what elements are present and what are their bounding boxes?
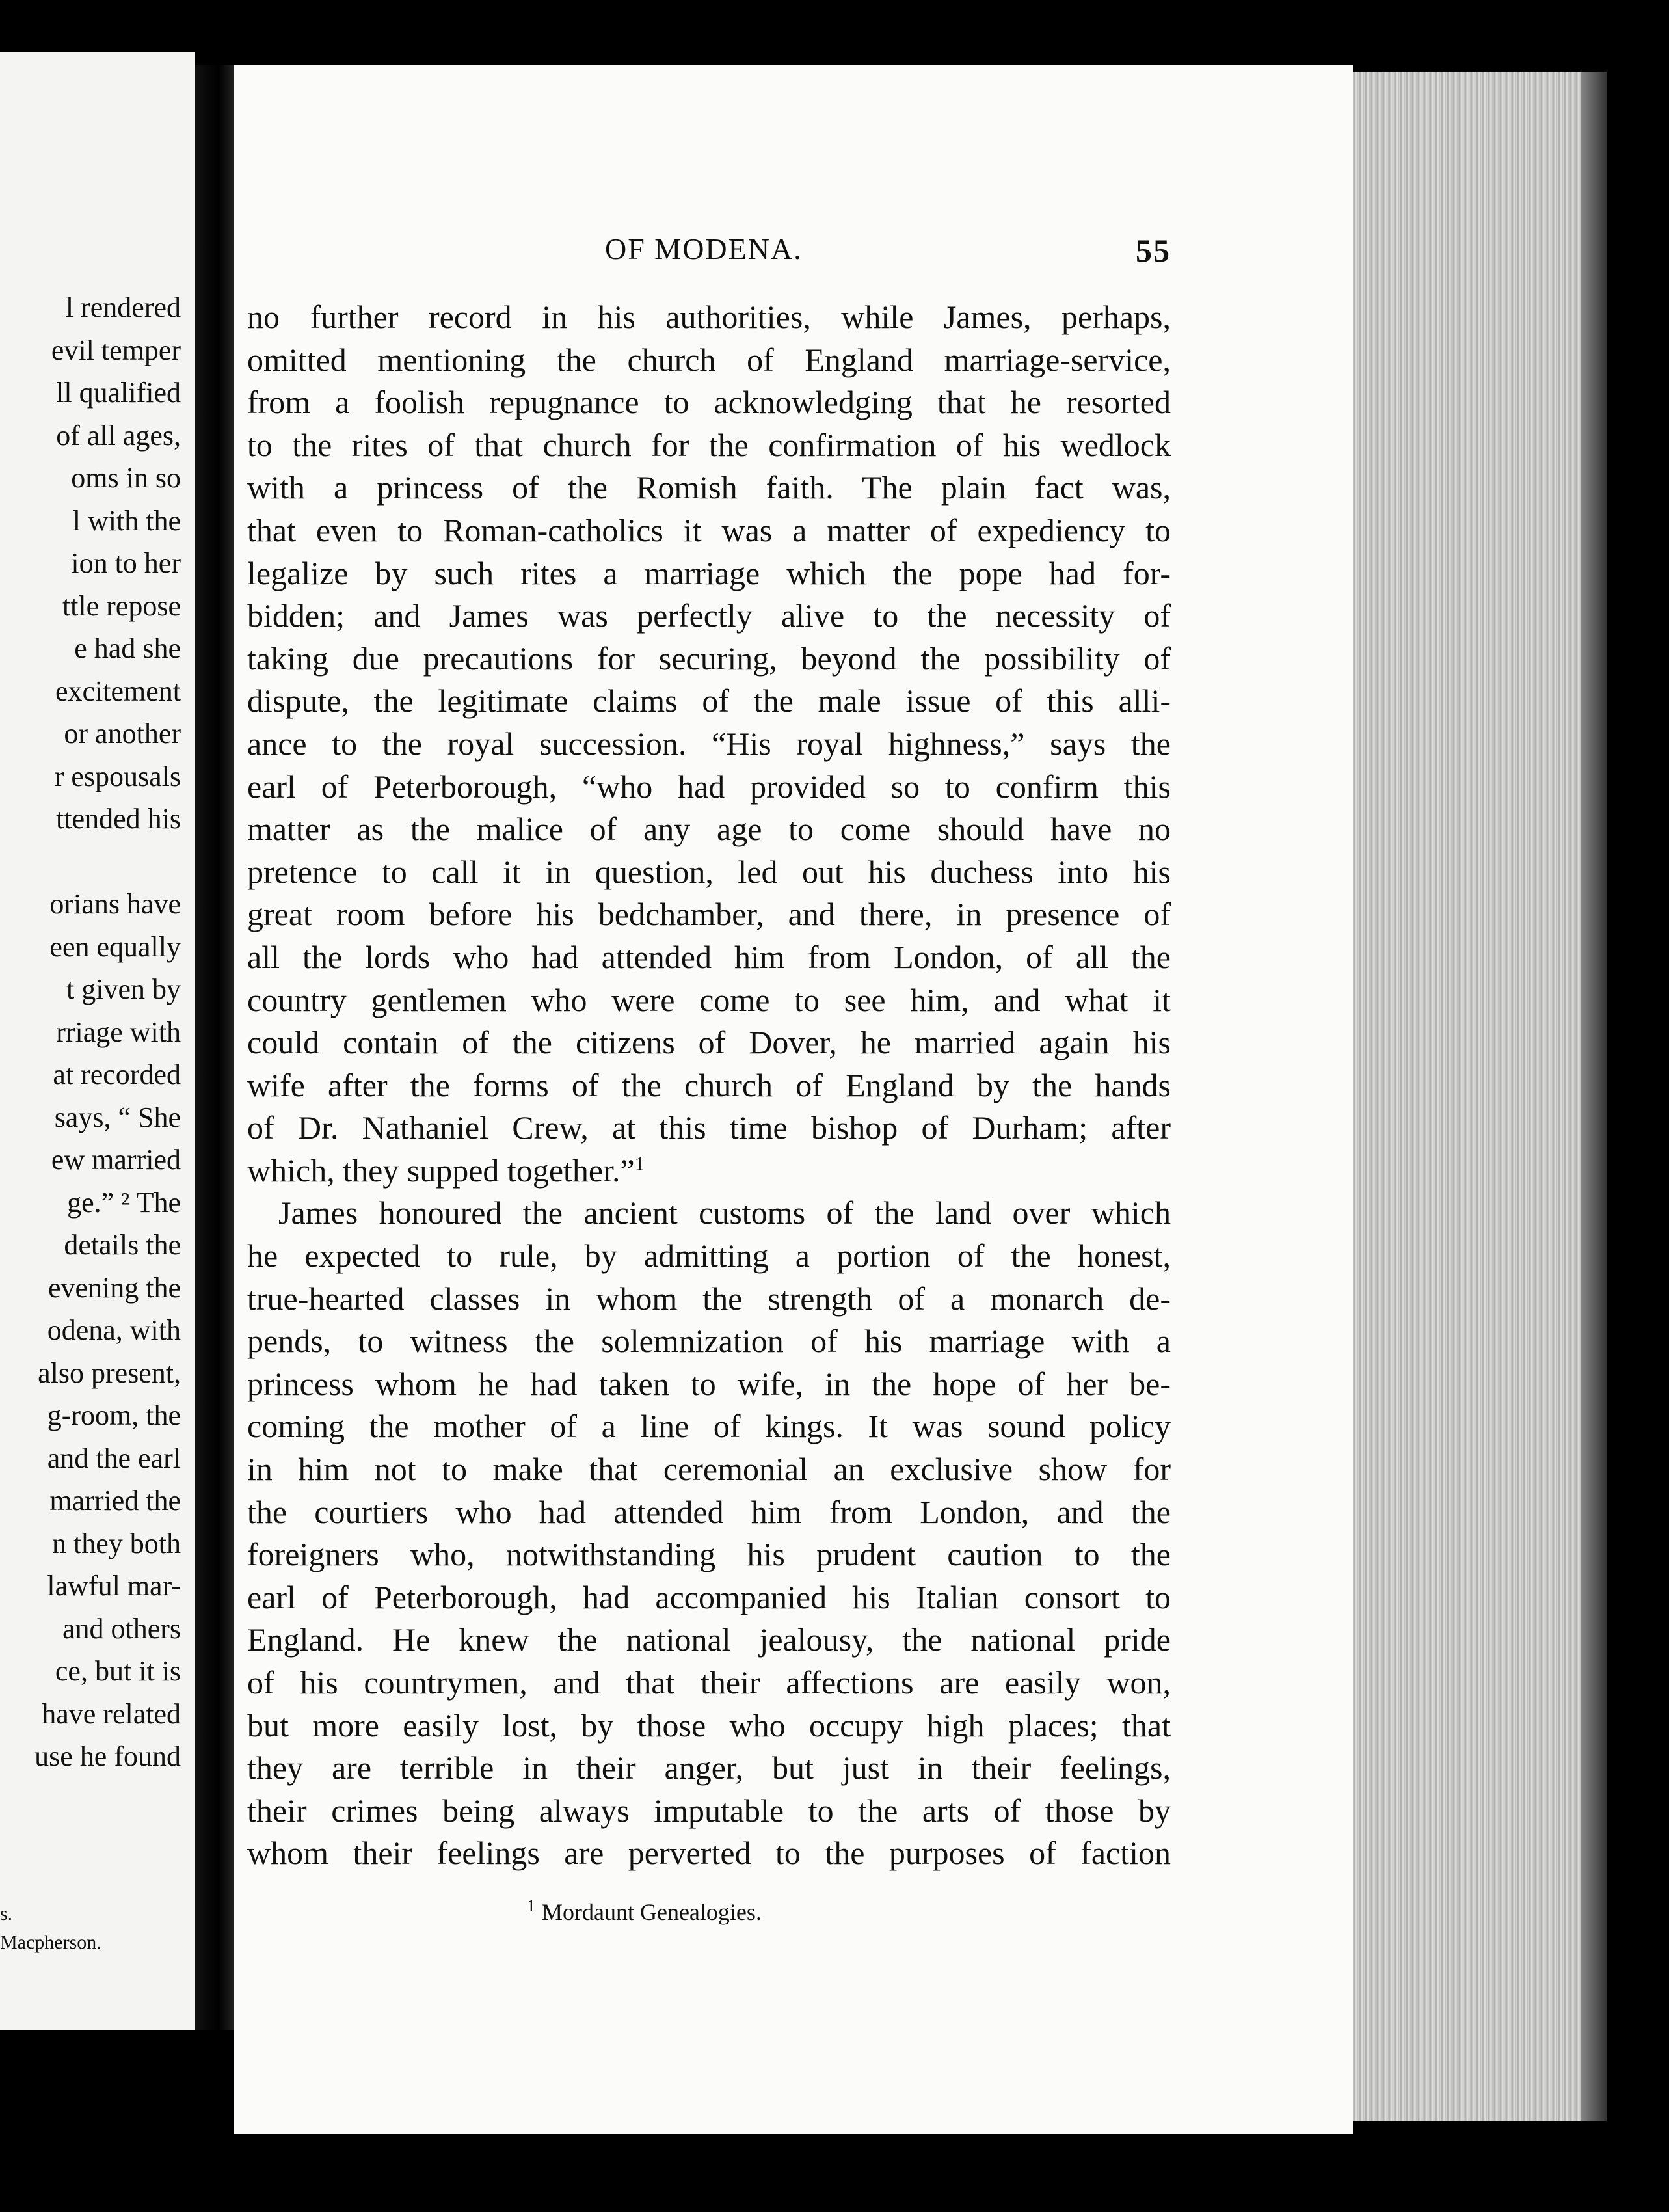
text-line <box>247 1448 1171 1491</box>
text-line-content: foreigners who, notwithstanding his prudent caution to the <box>247 1536 1171 1573</box>
left-page-line: n they both <box>52 1527 181 1559</box>
text-line <box>247 1405 1171 1448</box>
text-line <box>247 381 1171 424</box>
text-line <box>247 680 1171 723</box>
body-text <box>247 296 1171 1875</box>
text-line <box>247 1662 1171 1705</box>
left-page-line: or another <box>64 718 181 749</box>
text-line <box>247 296 1171 339</box>
text-line <box>247 509 1171 552</box>
left-page-line: oms in so <box>71 462 181 494</box>
text-line-content: wife after the forms of the church of England by the hands <box>247 1066 1171 1103</box>
left-page-line: ttle repose <box>62 589 181 622</box>
left-page-text <box>0 286 189 1778</box>
text-line <box>247 1363 1171 1406</box>
left-page-line: have related <box>42 1697 181 1730</box>
text-line <box>247 552 1171 595</box>
text-line-content: bidden; and James was perfectly alive to the necessity of <box>247 597 1171 634</box>
text-line-content: dispute, the legitimate claims of the male issue of this alli- <box>247 682 1171 720</box>
text-line <box>247 1576 1171 1619</box>
footnote-reference: 1 <box>634 1153 645 1175</box>
text-line-content: their crimes being always imputable to the arts of those by <box>247 1792 1171 1829</box>
text-line-content: legalize by such rites a marriage which the pope had for- <box>247 554 1171 591</box>
page-edges <box>1346 72 1607 2121</box>
text-line-content: which, they supped together.” <box>247 1152 635 1189</box>
text-line <box>247 1705 1171 1747</box>
text-line <box>247 1790 1171 1833</box>
text-line <box>247 1619 1171 1662</box>
text-line <box>247 339 1171 382</box>
left-page-line: rriage with <box>56 1016 181 1048</box>
text-line <box>247 893 1171 936</box>
left-page-line: details the <box>64 1229 181 1261</box>
text-line-content: omitted mentioning the church of England marriage-service, <box>247 341 1171 378</box>
left-page-line: l rendered <box>65 291 181 323</box>
text-line-content: but more easily lost, by those who occupy high places; that <box>247 1706 1171 1744</box>
left-page-line: ge.” ² The <box>67 1186 181 1219</box>
text-line-content: taking due precautions for securing, beyond the possibility of <box>247 640 1171 677</box>
text-line-content: from a foolish repugnance to acknowledging that he resorted <box>247 384 1171 421</box>
text-line <box>247 1278 1171 1321</box>
left-page-footnotes <box>0 1900 189 1957</box>
left-facing-page <box>0 52 195 2030</box>
text-line <box>247 1235 1171 1278</box>
left-page-footnote: s. <box>0 1903 13 1924</box>
text-line <box>247 1064 1171 1107</box>
left-page-line: also present, <box>38 1356 181 1389</box>
text-line-content: matter as the malice of any age to come should have no <box>247 811 1171 848</box>
text-line-content: princess whom he had taken to wife, in the hope of her be- <box>247 1365 1171 1402</box>
left-page-line: orians have <box>49 888 181 920</box>
running-title: OF MODENA. <box>605 232 803 265</box>
left-page-line: l with the <box>72 504 181 537</box>
page-number: 55 <box>1136 232 1171 269</box>
text-line-content: ance to the royal succession. “His royal highness,” says the <box>247 725 1171 762</box>
text-line <box>247 1107 1171 1150</box>
text-line <box>247 851 1171 894</box>
left-page-line: odena, with <box>47 1314 181 1346</box>
left-page-line: use he found <box>34 1740 181 1772</box>
text-line <box>247 466 1171 509</box>
left-page-line: married the <box>49 1485 181 1517</box>
left-page-line <box>0 841 189 883</box>
text-line-content: England. He knew the national jealousy, the national pride <box>247 1621 1171 1658</box>
text-line <box>247 1533 1171 1576</box>
text-line-content: the courtiers who had attended him from London, and the <box>247 1493 1171 1530</box>
left-page-line: e had she <box>74 632 181 664</box>
text-line <box>247 595 1171 638</box>
text-line <box>247 1747 1171 1790</box>
text-line <box>247 1150 1171 1193</box>
text-line <box>247 1491 1171 1534</box>
book-gutter <box>195 65 234 2030</box>
text-line-content: pretence to call it in question, led out his duchess into his <box>247 853 1171 890</box>
text-line-content: to the rites of that church for the confirmation of his wedlock <box>247 426 1171 463</box>
left-page-line: t given by <box>66 973 181 1005</box>
text-line-content: whom their feelings are perverted to the purposes of faction <box>247 1835 1171 1872</box>
text-line-content: in him not to make that ceremonial an exclusive show for <box>247 1451 1171 1488</box>
left-page-line: een equally <box>49 930 181 963</box>
text-line-content: no further record in his authorities, while James, perhaps, <box>247 299 1171 335</box>
text-line-content: earl of Peterborough, “who had provided so to confirm this <box>247 768 1171 805</box>
text-line-content: of his countrymen, and that their affections are easily won, <box>247 1664 1171 1701</box>
left-page-line: evening the <box>47 1271 181 1304</box>
left-page-line: ew married <box>51 1144 181 1176</box>
left-page-line: of all ages, <box>56 419 181 452</box>
text-line-content: great room before his bedchamber, and there, in presence of <box>247 896 1171 933</box>
left-page-line: ttended his <box>56 803 181 835</box>
text-line-content: country gentlemen who were come to see him, and what it <box>247 981 1171 1018</box>
text-line-content: pends, to witness the solemnization of his marriage with a <box>247 1323 1171 1360</box>
text-line-content: James honoured the ancient customs of the land over which <box>278 1194 1171 1232</box>
left-page-line: at recorded <box>53 1059 181 1090</box>
footnote <box>527 1896 762 1926</box>
text-line-content: he expected to rule, by admitting a portion of the honest, <box>247 1237 1171 1275</box>
text-line-content: they are terrible in their anger, but just in their feelings, <box>247 1749 1171 1787</box>
left-page-line: r espousals <box>54 760 181 792</box>
text-line-content: with a princess of the Romish faith. The plain fact was, <box>247 469 1171 506</box>
text-line-content: could contain of the citizens of Dover, he married again his <box>247 1024 1171 1061</box>
text-line <box>247 1320 1171 1363</box>
text-line <box>247 979 1171 1022</box>
text-line <box>247 424 1171 467</box>
text-line <box>247 1021 1171 1064</box>
left-page-line: g-room, the <box>47 1399 181 1431</box>
left-page-line: and the earl <box>47 1442 181 1474</box>
left-page-line: ce, but it is <box>55 1655 181 1687</box>
left-page-line: says, “ She <box>54 1101 181 1133</box>
text-line-content: that even to Roman-catholics it was a matter of expediency to <box>247 511 1171 548</box>
text-line <box>247 936 1171 979</box>
left-page-line: evil temper <box>51 334 181 366</box>
text-line <box>247 1832 1171 1875</box>
text-line <box>247 766 1171 809</box>
left-page-line: and others <box>62 1612 181 1645</box>
left-page-footnote: Macpherson. <box>0 1932 101 1953</box>
footnote-text: Mordaunt Genealogies. <box>542 1899 762 1925</box>
left-page-line: excitement <box>55 675 181 707</box>
left-page-line: ion to her <box>71 547 181 579</box>
text-line-content: true-hearted classes in whom the strength of a monarch de- <box>247 1280 1171 1317</box>
text-line <box>247 808 1171 851</box>
footnote-mark: 1 <box>527 1896 535 1915</box>
text-line <box>247 1192 1171 1235</box>
left-page-line: ll qualified <box>56 377 181 409</box>
text-line-content: earl of Peterborough, had accompanied his Italian consort to <box>247 1578 1171 1615</box>
text-line <box>247 723 1171 766</box>
text-line-content: all the lords who had attended him from London, of all the <box>247 938 1171 975</box>
left-page-line: lawful mar- <box>47 1570 181 1602</box>
text-line <box>247 638 1171 681</box>
text-line-content: of Dr. Nathaniel Crew, at this time bishop of Durham; after <box>247 1109 1171 1146</box>
text-line-content: coming the mother of a line of kings. It was sound policy <box>247 1408 1171 1445</box>
